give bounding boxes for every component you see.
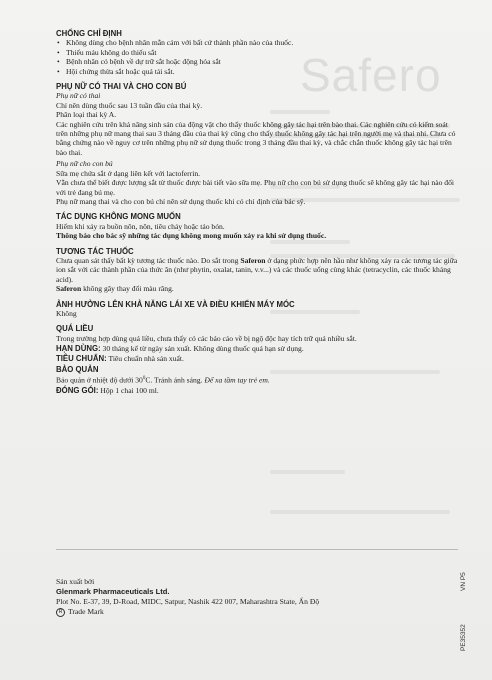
- interactions-heading: TƯƠNG TÁC THUỐC: [56, 246, 134, 256]
- packaging-line: ĐÓNG GÓI: Hộp 1 chai 100 ml.: [56, 386, 159, 396]
- storage-heading: BẢO QUẢN: [56, 365, 99, 374]
- interactions-paragraph: Saferon không gây thay đổi màu răng.: [56, 284, 174, 294]
- nursing-paragraph: Phụ nữ mang thai và cho con bú chỉ nên sử dụng thuốc khi có chỉ định của bác sỹ.: [56, 196, 306, 206]
- list-item: • Thiếu máu không do thiếu sắt: [56, 48, 458, 57]
- print-code: [458, 563, 472, 653]
- overdose-heading: QUÁ LIỀU: [56, 324, 94, 334]
- pregnancy-paragraph: Phân loại thai kỳ A.: [56, 110, 117, 120]
- side-effects-notice: Thông báo cho bác sỹ những tác dụng không mong muốn xảy ra khi sử dụng thuốc.: [56, 231, 327, 241]
- pregnancy-heading: PHỤ NỮ CÓ THAI VÀ CHO CON BÚ: [56, 82, 187, 92]
- list-item: • Bệnh nhân có bệnh về dự trữ sắt hoặc động hóa sắt: [56, 57, 458, 66]
- standard-line: TIÊU CHUẨN: Tiêu chuẩn nhà sản xuất.: [56, 353, 184, 363]
- side-effects-heading: TÁC DỤNG KHÔNG MONG MUỐN: [56, 212, 181, 222]
- pregnancy-paragraph: Các nghiên cứu trên khả năng sinh sản của động vật cho thấy thuốc không gây tác hại trên bào thai. Các nghiên cứu có kiểm soát trên những phụ nữ mang thai sau 3 tháng đầu của thai kỳ cũng cho thấy thuốc không gây tác hại trên người mẹ và thai nhi. Chưa có bằng chứng nào về nguy cơ trên những phụ nữ sử dụng thuốc trong 3 tháng đầu thai kỳ, và chắc chắn thuốc không gây tác hại trên bào thai.: [56, 119, 456, 157]
- side-effects-paragraph: Hiếm khi xảy ra buồn nôn, nôn, tiêu chảy hoặc táo bón.: [56, 221, 225, 231]
- driving-heading: ẢNH HƯỞNG LÊN KHẢ NĂNG LÁI XE VÀ ĐIỀU KHIỂN MÁY MÓC: [56, 299, 295, 309]
- pregnant-subheading: Phụ nữ có thai: [56, 91, 101, 101]
- made-by-label: Sản xuất bởi: [56, 577, 95, 586]
- list-item: • Không dùng cho bệnh nhân mẫn cảm với bất cứ thành phần nào của thuốc.: [56, 38, 458, 47]
- manufacturer-block: [56, 577, 436, 617]
- leaflet-content: [56, 29, 458, 396]
- nursing-subheading: Phụ nữ cho con bú: [56, 159, 113, 169]
- driving-paragraph: Không: [56, 308, 77, 318]
- company-address: Plot No. E-37, 39, D-Road, MIDC, Satpur, Nashik 422 007, Maharashtra State, Ấn Độ: [56, 597, 320, 606]
- overdose-paragraph: Trong trường hợp dùng quá liều, chưa thấy có các báo cáo về bị ngộ độc hay tích trữ quá nhiều sắt.: [56, 333, 357, 343]
- footer-divider: [56, 549, 458, 550]
- interactions-paragraph: Chưa quan sát thấy bất kỳ tương tác thuốc nào. Do sắt trong Saferon ở dạng phức hợp nên hầu như không xảy ra các tương tác giữa ion sắt với các thành phần của thức ăn (như phytin, oxalat, tanin, v.v...) và các thuốc uống cùng khác (tetracyclin, các thuốc kháng acid).: [56, 255, 458, 284]
- list-item: • Hội chứng thừa sắt hoặc quá tải sắt.: [56, 67, 458, 76]
- nursing-paragraph: Vẫn chưa thể biết được lượng sắt từ thuốc được bài tiết vào sữa mẹ. Phụ nữ cho con bú sử dụng thuốc sẽ không gây tác hại nào đối với trẻ đang bú mẹ.: [56, 178, 454, 197]
- contraindications-heading: CHỐNG CHỈ ĐỊNH: [56, 29, 122, 38]
- registered-icon: R: [56, 608, 65, 617]
- company-name: Glenmark Pharmaceuticals Ltd.: [56, 587, 170, 596]
- print-code-suffix: VN P5: [460, 572, 467, 591]
- trade-mark-line: R Trade Mark: [56, 607, 436, 617]
- nursing-paragraph: Sữa mẹ chứa sắt ở dạng liên kết với lactoferrin.: [56, 168, 201, 178]
- pregnancy-paragraph: Chỉ nên dùng thuốc sau 13 tuần đầu của thai kỳ.: [56, 100, 203, 110]
- contraindications-list: [56, 38, 458, 76]
- storage-paragraph: Bảo quản ở nhiệt độ dưới $30^0C$. Tránh ánh sáng. Để xa tầm tay trẻ em.: [56, 375, 270, 385]
- brand-watermark: Safero: [300, 49, 442, 101]
- print-code-number: PE35352: [460, 624, 467, 651]
- shelf-life-line: HẠN DÙNG: 30 tháng kể từ ngày sản xuất. Không dùng thuốc quá hạn sử dụng.: [56, 344, 304, 354]
